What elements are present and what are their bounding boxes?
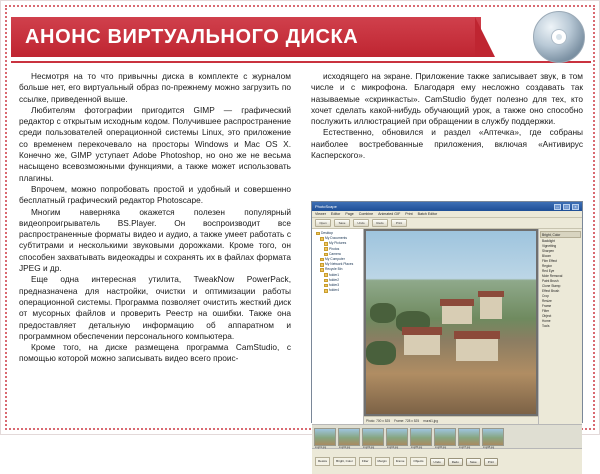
thumbnail[interactable] xyxy=(410,428,432,449)
tools-panel-title: Bright, Color xyxy=(540,231,581,238)
paragraph: Еще одна интересная утилита, TweakNow PowerPack, предназначена для настройки, очистки и оптимизации работы операционной системы. Программа позволяет очистить жесткий диск от мусорных файлов и проверить Реестр на ошибки. Также она предоставляет детальную информацию об аппаратном и программном обеспечении персонального компьютера. xyxy=(19,274,291,341)
tool-item[interactable]: Tools xyxy=(542,324,550,328)
open-button[interactable]: Open xyxy=(315,219,331,227)
folder-icon xyxy=(324,242,328,246)
control-margin[interactable]: Margin xyxy=(375,457,390,466)
tab-print[interactable]: Print xyxy=(405,212,413,216)
maximize-button[interactable]: □ xyxy=(563,204,570,210)
photo-foliage xyxy=(366,341,396,365)
photo-wall xyxy=(480,297,502,319)
tool-item[interactable]: Region xyxy=(542,264,553,268)
cd-disc-hole xyxy=(556,34,562,40)
toolbar[interactable] xyxy=(312,218,582,229)
window-titlebar xyxy=(312,202,582,211)
close-button[interactable]: ✕ xyxy=(572,204,579,210)
tree-item-label: Desktop xyxy=(321,231,334,235)
tool-item[interactable]: Red Eye xyxy=(542,269,555,273)
tree-item-label: My Pictures xyxy=(329,241,347,246)
folder-icon xyxy=(324,289,328,293)
tree-item-label: My Network Places xyxy=(325,262,354,267)
paragraph: Естественно, обновился и раздел «Аптечка», где собраны наиболее востребованные приложения, включая «Антивирус Касперского». xyxy=(311,127,583,161)
tree-item-label: folder3 xyxy=(329,283,340,288)
tab-animated-gif[interactable]: Animated GIF xyxy=(378,212,401,216)
folder-icon xyxy=(320,268,324,272)
minimize-button[interactable]: — xyxy=(556,204,559,209)
photo-wall xyxy=(456,339,498,361)
control-objects[interactable]: Objects xyxy=(410,457,426,466)
tool-item[interactable]: Filter xyxy=(542,309,550,313)
article-left-column xyxy=(19,71,291,365)
window-controls[interactable] xyxy=(554,204,579,210)
tree-item-label: Camera xyxy=(329,251,341,256)
control-filter[interactable]: Filter xyxy=(359,457,372,466)
save-button[interactable]: Save xyxy=(334,219,350,227)
tab-bar[interactable] xyxy=(312,211,582,218)
folder-icon xyxy=(324,253,328,257)
tree-item-label: My Documents xyxy=(325,236,347,241)
thumbnail-label: img07.jpg xyxy=(459,445,471,449)
thumbnail-label: img05.jpg xyxy=(411,445,423,449)
thumbnail[interactable] xyxy=(482,428,504,449)
folder-icon xyxy=(320,258,324,262)
folder-icon xyxy=(324,273,328,277)
tree-item-label: folder1 xyxy=(329,272,340,277)
photoscape-screenshot xyxy=(311,201,583,464)
control-resize[interactable]: Resize xyxy=(315,457,330,466)
paragraph: Любителям фотографии пригодится GIMP — графический редактор с открытым исходным кодом. Получившее распространение среди пользователей операционной системы Linux, это приложение со временем перекочевало на просторы Windows и Mac OS X. Конечно же, GIMP уступает Adobe Photoshop, но оно же не весьма насыщено всевозможными функциями, а также может использовать плагины. xyxy=(19,104,291,183)
thumbnail-label: img08.jpg xyxy=(483,445,495,449)
undo-button[interactable]: Undo xyxy=(353,219,369,227)
tool-item[interactable]: Vignetting xyxy=(542,244,557,248)
thumbnail[interactable] xyxy=(314,428,336,449)
tab-page[interactable]: Page xyxy=(345,212,354,216)
paragraph: Кроме того, на диске размещена программа CamStudio, с помощью которой можно записывать видео всего проис- xyxy=(19,342,291,364)
photo-preview xyxy=(366,231,536,414)
thumbnail-label: img06.jpg xyxy=(435,445,447,449)
tools-panel[interactable] xyxy=(538,229,582,424)
photo-wall xyxy=(404,335,440,355)
tool-item[interactable]: Sharpen xyxy=(542,249,555,253)
tab-combine[interactable]: Combine xyxy=(358,212,374,216)
thumbnail-label: img01.jpg xyxy=(315,445,327,449)
thumbnail-strip[interactable] xyxy=(312,424,582,448)
preview-area xyxy=(364,229,538,424)
tool-item[interactable]: Crop xyxy=(542,294,549,298)
tool-item[interactable]: Film Effect xyxy=(542,259,557,263)
folder-icon xyxy=(316,232,320,236)
print-button[interactable]: Print xyxy=(391,219,407,227)
status-photo-size: Photo: 700 x 525 xyxy=(366,418,391,423)
tree-item[interactable] xyxy=(313,288,362,293)
status-frame-size: Frame: 728 x 525 xyxy=(394,418,420,423)
folder-tree[interactable] xyxy=(312,229,364,424)
window-title-text: PhotoScape xyxy=(315,204,337,209)
folder-icon xyxy=(324,247,328,251)
tab-batch-editor[interactable]: Batch Editor xyxy=(417,212,438,216)
tool-item[interactable]: Backlight xyxy=(542,239,555,243)
photo-roof xyxy=(440,299,474,306)
paragraph: Многим наверняка окажется полезен популярный видеопроигрыватель BS.Player. Он воспроизводит все распространенные форматы видео и аудио, а также умеет работать с субтитрами и несколькими звуковыми дорожками. Кроме того, он способен захватывать видеокадры и сохранять их в файлах формата JPEG и др. xyxy=(19,206,291,274)
folder-icon xyxy=(324,284,328,288)
tab-viewer[interactable]: Viewer xyxy=(315,212,326,216)
tool-item[interactable]: Frame xyxy=(542,304,552,308)
tab-editor[interactable]: Editor xyxy=(330,212,341,216)
folder-icon xyxy=(324,279,328,283)
control-bright-color[interactable]: Bright, Color xyxy=(333,457,356,466)
paragraph: исходящего на экране. Приложение также записывает звук, в том числе и с микрофона. Благодаря ему несложно создавать так называемые «скринкасты». CamStudio будет полезно для тех, кто хочет сделать какой-нибудь обучающий урок, а также оно способно послужить иллюстрацией при обращении в службу поддержки. xyxy=(311,71,583,127)
thumbnail[interactable] xyxy=(434,428,456,449)
tree-item-label: folder2 xyxy=(329,277,340,282)
thumbnail-label: img02.jpg xyxy=(339,445,351,449)
tool-item[interactable]: Resize xyxy=(542,299,552,303)
thumbnail[interactable] xyxy=(362,428,384,449)
thumbnail-label: img04.jpg xyxy=(387,445,399,449)
tool-item[interactable]: Mole Removal xyxy=(542,274,563,278)
header-banner xyxy=(11,17,481,57)
status-bar xyxy=(364,416,538,424)
tree-item-label: Photos xyxy=(329,246,340,251)
photo-roof xyxy=(402,327,442,335)
tool-item[interactable]: Clone Stamp xyxy=(542,284,561,288)
bottom-save-button[interactable]: Save xyxy=(466,458,481,466)
thumbnail-label: img03.jpg xyxy=(363,445,375,449)
bottom-print-button[interactable]: Print xyxy=(484,458,498,466)
tool-item[interactable]: Object xyxy=(542,314,552,318)
cd-disc-icon xyxy=(533,11,585,63)
page-header xyxy=(11,11,591,63)
paragraph: Впрочем, можно попробовать простой и удобный и совершенно бесплатный графический редактор Photoscape. xyxy=(19,183,291,206)
header-banner-wedge xyxy=(475,17,495,57)
thumbnail[interactable] xyxy=(458,428,480,449)
folder-icon xyxy=(320,237,324,241)
folder-icon xyxy=(320,263,324,267)
tree-item-label: Recycle Bin xyxy=(325,267,343,272)
tree-item-label: folder4 xyxy=(329,288,340,293)
redo-button[interactable]: Redo xyxy=(372,219,388,227)
tool-item[interactable]: Home xyxy=(542,319,551,323)
status-filename: mural1.jpg xyxy=(423,418,438,423)
article-right-column xyxy=(311,71,583,161)
page-title: АНОНС ВИРТУАЛЬНОГО ДИСКА xyxy=(25,25,359,48)
thumbnail[interactable] xyxy=(386,428,408,449)
tool-item[interactable]: Effect Brush xyxy=(542,289,560,293)
tool-item[interactable]: Paint Brush xyxy=(542,279,559,283)
control-frame[interactable]: Frame xyxy=(393,457,408,466)
tree-item-label: My Computer xyxy=(325,257,345,262)
paragraph: Несмотря на то что привычны диска в комплекте с журналом больше нет, его виртуальный образ по-прежнему можно загрузить по ссылке, приведенной выше. xyxy=(19,71,291,104)
bottom-undo-button[interactable]: Undo xyxy=(430,458,445,466)
thumbnail[interactable] xyxy=(338,428,360,449)
photo-roof xyxy=(454,331,500,339)
photo-foliage xyxy=(370,303,396,323)
tool-item[interactable]: Bloom xyxy=(542,254,552,258)
bottom-redo-button[interactable]: Redo xyxy=(448,458,463,466)
photo-wall xyxy=(442,306,472,324)
header-rule xyxy=(11,61,591,63)
main-area xyxy=(312,229,582,424)
